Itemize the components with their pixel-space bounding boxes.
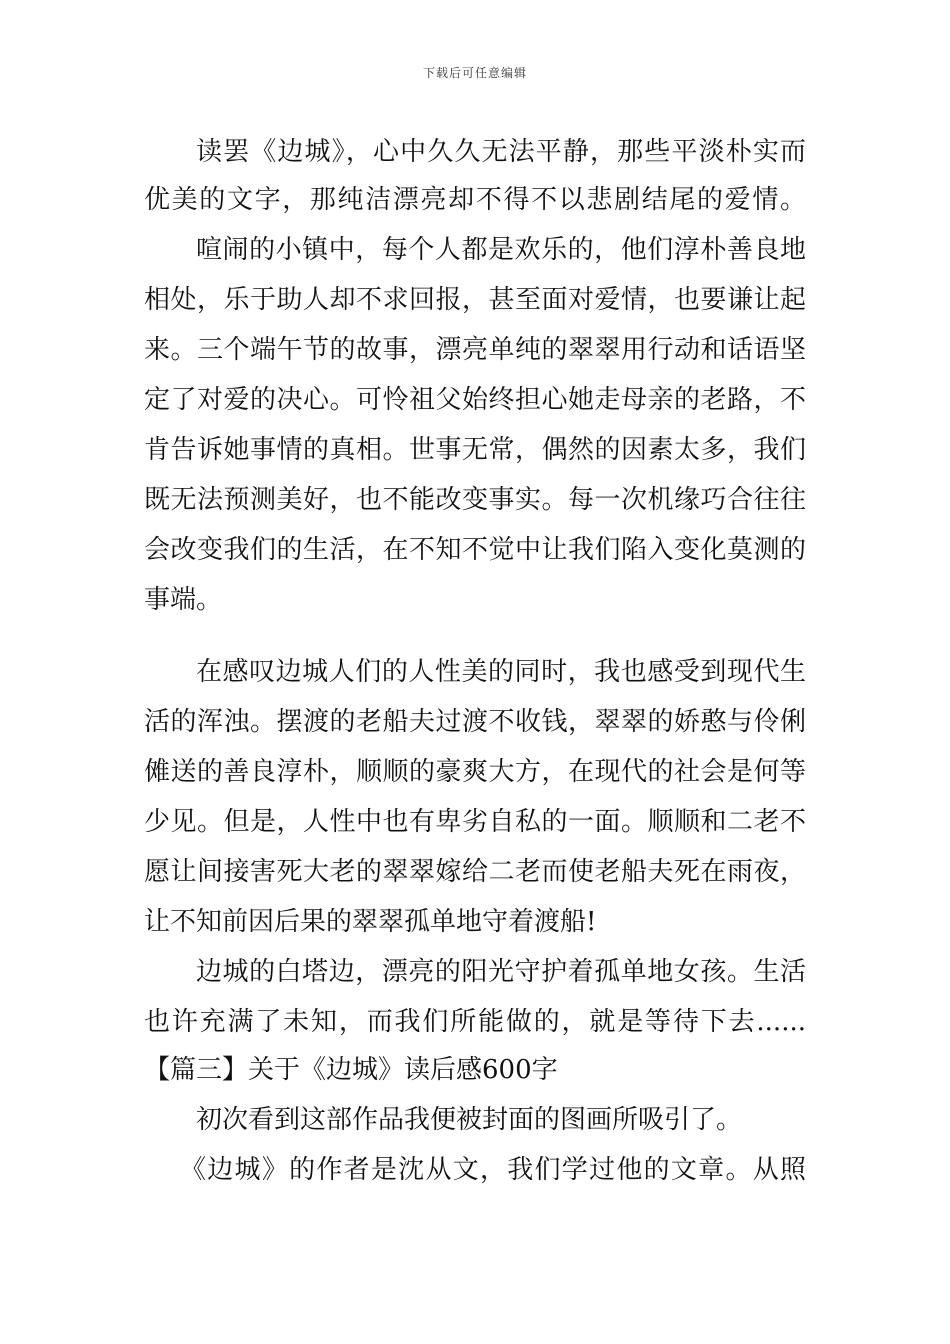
text-line: 肯告诉她事情的真相。世事无常，偶然的因素太多，我们 <box>144 435 806 465</box>
text-line: 边城的白塔边，漂亮的阳光守护着孤单地女孩。生活 <box>196 957 806 987</box>
text-line: 读罢《边城》，心中久久无法平静，那些平淡朴实而 <box>196 137 806 167</box>
text-line: 少见。但是，人性中也有卑劣自私的一面。顺顺和二老不 <box>144 807 806 837</box>
text-line: 傩送的善良淳朴，顺顺的豪爽大方，在现代的社会是何等 <box>144 757 806 787</box>
text-line: 事端。 <box>144 585 223 615</box>
text-line: 优美的文字，那纯洁漂亮却不得不以悲剧结尾的爱情。 <box>144 185 806 215</box>
page-header: 下载后可任意编辑 <box>422 66 527 80</box>
text-line: 愿让间接害死大老的翠翠嫁给二老而使老船夫死在雨夜， <box>144 857 806 887</box>
text-line: 活的浑浊。摆渡的老船夫过渡不收钱，翠翠的娇憨与伶俐 <box>144 707 806 737</box>
text-line: 来。三个端午节的故事，漂亮单纯的翠翠用行动和话语坚 <box>144 335 806 365</box>
text-line: 喧闹的小镇中，每个人都是欢乐的，他们淳朴善良地 <box>196 235 806 265</box>
text-line: 也许充满了未知，而我们所能做的，就是等待下去...... <box>144 1007 806 1037</box>
text-line: 会改变我们的生活，在不知不觉中让我们陷入变化莫测的 <box>144 535 806 565</box>
text-line: 相处，乐于助人却不求回报，甚至面对爱情，也要谦让起 <box>144 285 806 315</box>
text-line: 让不知前因后果的翠翠孤单地守着渡船! <box>144 907 597 937</box>
text-line: 既无法预测美好，也不能改变事实。每一次机缘巧合往往 <box>144 485 806 515</box>
text-line: 定了对爱的决心。可怜祖父始终担心她走母亲的老路，不 <box>144 385 806 415</box>
section-heading: 【篇三】关于《边城》读后感600字 <box>144 1055 558 1085</box>
text-line: 初次看到这部作品我便被封面的图画所吸引了。 <box>196 1105 743 1135</box>
text-line: 《边城》的作者是沈从文，我们学过他的文章。从照 <box>180 1155 806 1185</box>
text-line: 在感叹边城人们的人性美的同时，我也感受到现代生 <box>196 657 806 687</box>
